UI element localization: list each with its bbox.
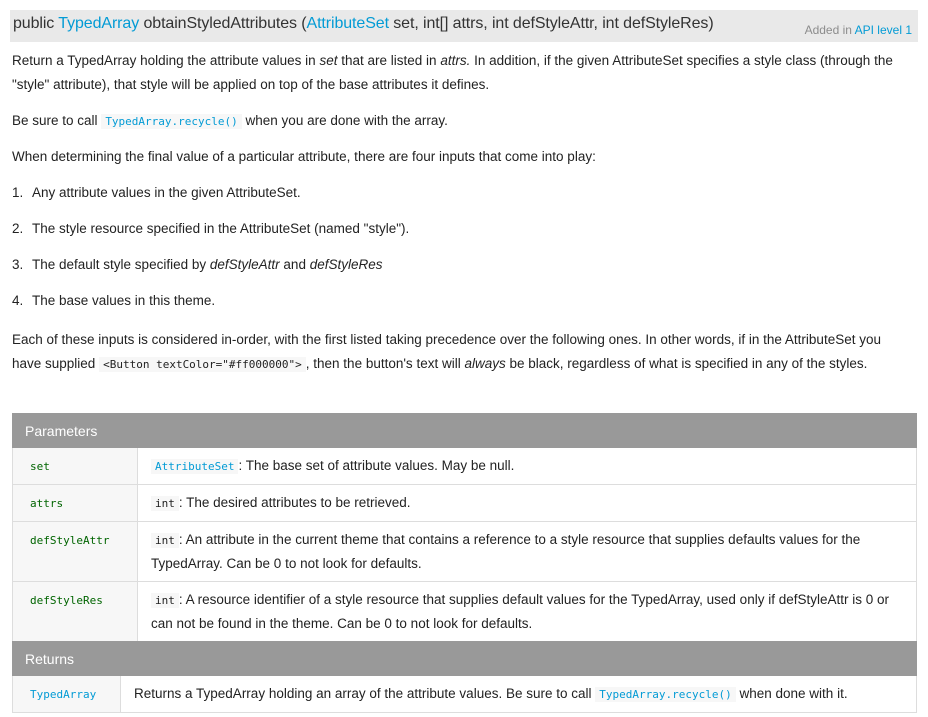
desc-em-attrs: attrs. bbox=[440, 53, 471, 68]
desc-em-set: set bbox=[319, 53, 338, 68]
signature-params: set, int[] attrs, int defStyleAttr, int defStyleRes) bbox=[393, 15, 714, 32]
recycle-note-text-b: when you are done with the array. bbox=[245, 113, 448, 128]
list-text-and: and bbox=[283, 257, 306, 272]
returns-header-row bbox=[13, 642, 917, 676]
returns-table bbox=[12, 641, 917, 713]
signature-modifier: public bbox=[13, 15, 55, 32]
recycle-note-text-a: Be sure to call bbox=[12, 113, 98, 128]
parameters-table bbox=[12, 413, 917, 642]
param-name: defStyleRes bbox=[30, 594, 103, 607]
list-item bbox=[12, 217, 912, 241]
recycle-link[interactable]: TypedArray.recycle() bbox=[101, 114, 241, 129]
param-name-cell bbox=[13, 522, 138, 582]
table-row bbox=[13, 522, 917, 582]
api-level-link[interactable]: API level 1 bbox=[854, 23, 912, 37]
list-number: 4. bbox=[12, 293, 24, 308]
precedence-paragraph bbox=[12, 328, 912, 377]
param-desc: : The base set of attribute values. May be null. bbox=[238, 458, 515, 473]
param-desc: : A resource identifier of a style resource that supplies default values for the TypedArray, used only if defStyleAttr is 0 or can not be found in the theme. Can be 0 to not look for defaults. bbox=[151, 592, 889, 631]
method-signature bbox=[10, 10, 918, 42]
param-type: int bbox=[151, 496, 179, 511]
return-type-link[interactable]: TypedArray bbox=[58, 15, 140, 32]
precedence-em-always: always bbox=[464, 356, 506, 371]
method-name: obtainStyledAttributes bbox=[143, 15, 297, 32]
button-code-sample: <Button textColor="#ff000000"> bbox=[99, 357, 306, 372]
signature-text bbox=[13, 15, 714, 33]
list-item bbox=[12, 253, 912, 277]
list-text: The style resource specified in the AttributeSet (named "style"). bbox=[32, 221, 410, 236]
list-item bbox=[12, 289, 912, 313]
param-type-link[interactable]: AttributeSet bbox=[151, 459, 238, 474]
return-desc-text-b: when done with it. bbox=[739, 686, 848, 701]
return-type-cell bbox=[13, 676, 121, 713]
desc-text-b: that are listed in bbox=[341, 53, 437, 68]
api-level-label bbox=[805, 23, 912, 37]
list-number: 3. bbox=[12, 257, 24, 272]
list-em-defstyleattr: defStyleAttr bbox=[209, 257, 280, 272]
list-text: The default style specified by bbox=[32, 257, 207, 272]
param-type: int bbox=[151, 593, 179, 608]
table-row bbox=[13, 676, 917, 713]
param-name-cell bbox=[13, 582, 138, 642]
param-name: defStyleAttr bbox=[30, 534, 110, 547]
param-desc: : The desired attributes to be retrieved. bbox=[178, 495, 411, 510]
table-row bbox=[13, 485, 917, 522]
list-number: 1. bbox=[12, 185, 24, 200]
return-desc-cell bbox=[121, 676, 917, 713]
added-in-text: Added in bbox=[804, 23, 852, 37]
parameters-header: Parameters bbox=[13, 414, 917, 448]
param-desc-cell bbox=[138, 582, 917, 642]
signature-open-paren: ( bbox=[301, 15, 307, 32]
recycle-note bbox=[12, 109, 912, 134]
description-paragraph bbox=[12, 49, 912, 97]
list-text: The base values in this theme. bbox=[32, 293, 216, 308]
list-em-defstyleres: defStyleRes bbox=[309, 257, 383, 272]
table-row bbox=[13, 448, 917, 485]
return-type-value-link[interactable]: TypedArray bbox=[30, 688, 97, 701]
attributeset-link[interactable]: AttributeSet bbox=[306, 15, 389, 32]
param-name-cell bbox=[13, 485, 138, 522]
list-item bbox=[12, 181, 912, 205]
parameters-header-row bbox=[13, 414, 917, 448]
param-desc-cell bbox=[138, 448, 917, 485]
returns-header: Returns bbox=[13, 642, 917, 676]
param-desc: : An attribute in the current theme that contains a reference to a style resource that supplies defaults values for the TypedArray. Can be 0 to not look for defaults. bbox=[151, 532, 861, 571]
inputs-intro: When determining the final value of a particular attribute, there are four inputs that come into play: bbox=[12, 149, 596, 164]
return-recycle-link[interactable]: TypedArray.recycle() bbox=[595, 687, 735, 702]
desc-text-c: In addition, if the given AttributeSet specifies a style class (through the "style" attribute), that style will be applied on top of the base attributes it defines. bbox=[12, 53, 893, 92]
return-desc-text-a: Returns a TypedArray holding an array of the attribute values. Be sure to call bbox=[134, 686, 592, 701]
desc-text-a: Return a TypedArray holding the attribute values in bbox=[12, 53, 316, 68]
param-name: set bbox=[30, 460, 50, 473]
param-name-cell bbox=[13, 448, 138, 485]
precedence-text-b: , then the button's text will bbox=[305, 356, 461, 371]
precedence-text-a: Each of these inputs is considered in-order, with the first listed taking precedence over the following ones. In other words, if in the AttributeSet you have supplied bbox=[12, 332, 881, 371]
table-row bbox=[13, 582, 917, 642]
list-number: 2. bbox=[12, 221, 24, 236]
param-type: int bbox=[151, 533, 179, 548]
param-desc-cell bbox=[138, 522, 917, 582]
list-text: Any attribute values in the given AttributeSet. bbox=[32, 185, 301, 200]
precedence-text-c: be black, regardless of what is specified in any of the styles. bbox=[509, 356, 868, 371]
param-desc-cell bbox=[138, 485, 917, 522]
param-name: attrs bbox=[30, 497, 64, 510]
